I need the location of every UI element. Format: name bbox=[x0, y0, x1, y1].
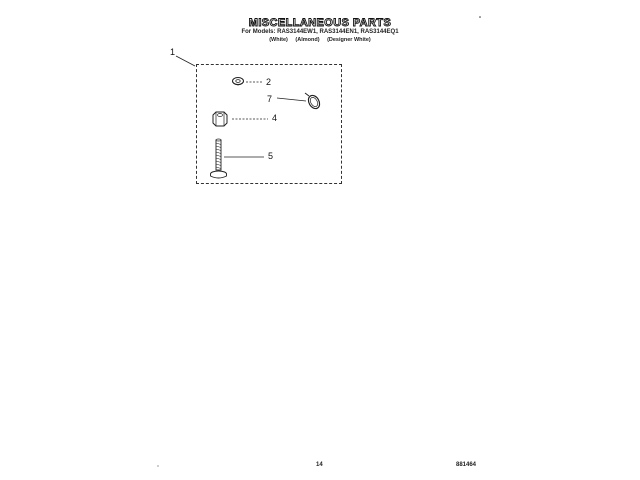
callout-washer: 2 bbox=[266, 77, 272, 87]
stray-mark bbox=[157, 465, 158, 466]
page-number: 14 bbox=[316, 462, 323, 468]
callout-kit: 1 bbox=[170, 47, 176, 57]
leveling-leg-icon bbox=[211, 139, 227, 178]
color-almond: (Almond) bbox=[295, 37, 320, 43]
stray-mark bbox=[479, 16, 481, 18]
color-white: (White) bbox=[269, 37, 288, 43]
nut-icon bbox=[213, 112, 227, 126]
document-code: 881464 bbox=[456, 462, 477, 468]
models-line: For Models: RAS3144EW1, RAS3144EN1, RAS3144EQ1 bbox=[241, 29, 399, 35]
washer-icon bbox=[233, 78, 244, 86]
callout-hose-clamp: 7 bbox=[267, 94, 273, 104]
hose-clamp-icon bbox=[305, 93, 322, 111]
callout-nut: 4 bbox=[272, 113, 278, 123]
color-designer-white: (Designer White) bbox=[327, 37, 371, 43]
leader-hose-clamp bbox=[277, 98, 306, 101]
leader-kit bbox=[176, 56, 195, 66]
page-title: MISCELLANEOUS PARTS bbox=[248, 17, 392, 29]
callout-leveling-leg: 5 bbox=[268, 151, 274, 161]
